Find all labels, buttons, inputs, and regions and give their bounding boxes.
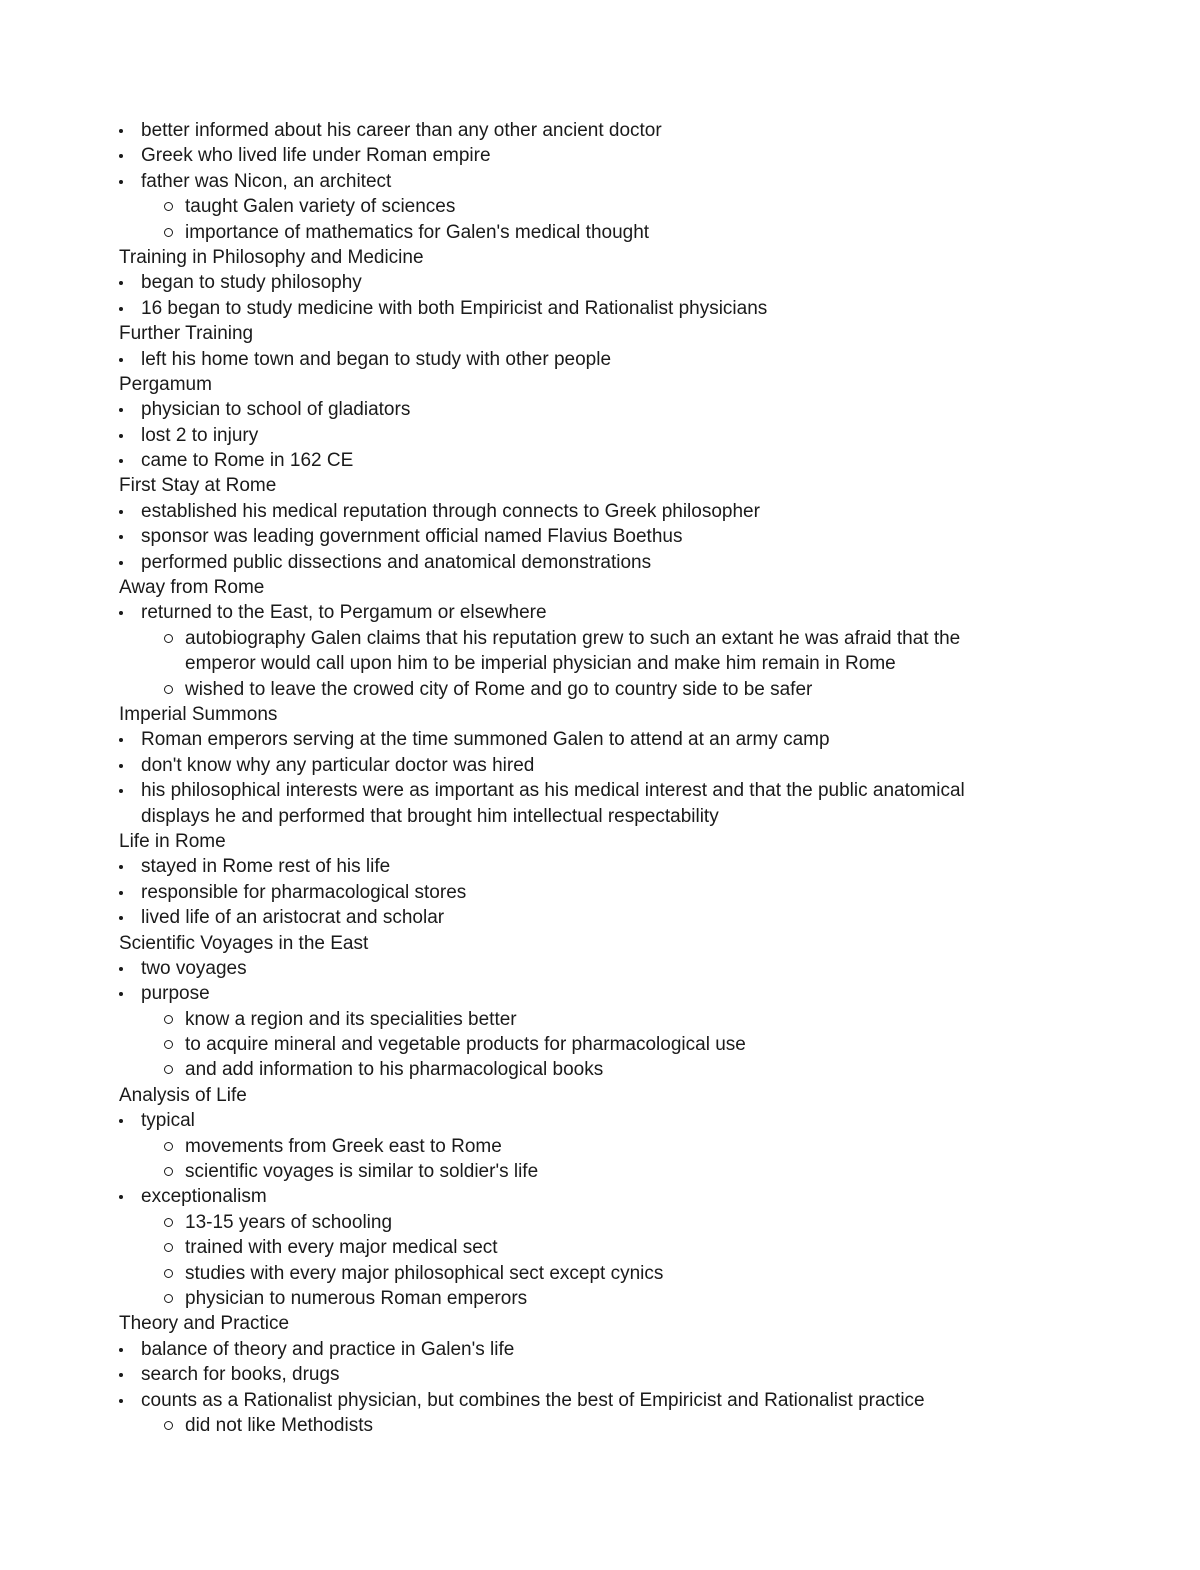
bullet-item bbox=[0, 397, 1200, 422]
line-text: performed public dissections and anatomical demonstrations bbox=[141, 551, 652, 573]
notes-body bbox=[0, 118, 1200, 1438]
section-heading bbox=[0, 245, 1200, 270]
sub-bullet-item bbox=[0, 1413, 1200, 1438]
bullet-dot-icon bbox=[119, 1399, 123, 1403]
line-text: lived life of an aristocrat and scholar bbox=[141, 907, 445, 929]
line-text: Away from Rome bbox=[119, 577, 265, 599]
bullet-dot-icon bbox=[119, 510, 123, 514]
hollow-circle-bullet-icon bbox=[164, 1167, 173, 1176]
section-heading bbox=[0, 575, 1200, 600]
bullet-item bbox=[0, 1337, 1200, 1362]
line-text: lost 2 to injury bbox=[141, 424, 259, 446]
sub-bullet-item bbox=[0, 626, 1200, 651]
line-text: stayed in Rome rest of his life bbox=[141, 856, 391, 878]
bullet-item bbox=[0, 1362, 1200, 1387]
continued-text-line bbox=[0, 651, 1200, 676]
section-heading bbox=[0, 321, 1200, 346]
bullet-dot-icon bbox=[119, 408, 123, 412]
section-heading bbox=[0, 931, 1200, 956]
section-heading bbox=[0, 473, 1200, 498]
hollow-circle-bullet-icon bbox=[164, 1065, 173, 1074]
bullet-item bbox=[0, 448, 1200, 473]
line-text: sponsor was leading government official named Flavius Boethus bbox=[141, 526, 683, 548]
hollow-circle-bullet-icon bbox=[164, 634, 173, 643]
line-text: First Stay at Rome bbox=[119, 475, 277, 497]
line-text: Further Training bbox=[119, 323, 254, 345]
line-text: better informed about his career than any other ancient doctor bbox=[141, 120, 662, 141]
line-text: responsible for pharmacological stores bbox=[141, 881, 467, 903]
line-text: Scientific Voyages in the East bbox=[119, 932, 369, 954]
bullet-item bbox=[0, 905, 1200, 930]
bullet-dot-icon bbox=[119, 916, 123, 920]
bullet-item bbox=[0, 143, 1200, 168]
bullet-dot-icon bbox=[119, 611, 123, 615]
line-text: studies with every major philosophical sect except cynics bbox=[185, 1262, 664, 1284]
line-text: 16 began to study medicine with both Empiricist and Rationalist physicians bbox=[141, 297, 768, 319]
sub-bullet-item bbox=[0, 1134, 1200, 1159]
bullet-dot-icon bbox=[119, 1119, 123, 1123]
sub-bullet-item bbox=[0, 1032, 1200, 1057]
line-text: to acquire mineral and vegetable products for pharmacological use bbox=[185, 1034, 746, 1056]
bullet-item bbox=[0, 169, 1200, 194]
bullet-item bbox=[0, 1388, 1200, 1413]
bullet-dot-icon bbox=[119, 434, 123, 438]
line-text: typical bbox=[141, 1110, 195, 1132]
section-heading bbox=[0, 829, 1200, 854]
line-text: Life in Rome bbox=[119, 830, 226, 852]
bullet-dot-icon bbox=[119, 561, 123, 565]
bullet-dot-icon bbox=[119, 459, 123, 463]
line-text: wished to leave the crowed city of Rome and go to country side to be safer bbox=[185, 678, 813, 700]
bullet-dot-icon bbox=[119, 738, 123, 742]
bullet-item bbox=[0, 118, 1200, 143]
line-text: physician to school of gladiators bbox=[141, 399, 411, 421]
hollow-circle-bullet-icon bbox=[164, 1040, 173, 1049]
line-text: autobiography Galen claims that his reputation grew to such an extant he was afraid that the bbox=[185, 627, 961, 649]
line-text: Greek who lived life under Roman empire bbox=[141, 145, 491, 167]
sub-bullet-item bbox=[0, 1057, 1200, 1082]
bullet-dot-icon bbox=[119, 1373, 123, 1377]
hollow-circle-bullet-icon bbox=[164, 1294, 173, 1303]
hollow-circle-bullet-icon bbox=[164, 1269, 173, 1278]
bullet-item bbox=[0, 854, 1200, 879]
line-text: balance of theory and practice in Galen's life bbox=[141, 1338, 515, 1360]
line-text: taught Galen variety of sciences bbox=[185, 196, 456, 218]
bullet-dot-icon bbox=[119, 358, 123, 362]
bullet-dot-icon bbox=[119, 789, 123, 793]
bullet-item bbox=[0, 727, 1200, 752]
line-text: Pergamum bbox=[119, 373, 212, 395]
hollow-circle-bullet-icon bbox=[164, 1243, 173, 1252]
line-text: scientific voyages is similar to soldier's life bbox=[185, 1161, 539, 1183]
line-text: trained with every major medical sect bbox=[185, 1237, 498, 1259]
section-heading bbox=[0, 1311, 1200, 1336]
hollow-circle-bullet-icon bbox=[164, 1218, 173, 1227]
bullet-item bbox=[0, 524, 1200, 549]
bullet-item bbox=[0, 270, 1200, 295]
bullet-item bbox=[0, 956, 1200, 981]
line-text: search for books, drugs bbox=[141, 1364, 340, 1386]
sub-bullet-item bbox=[0, 677, 1200, 702]
bullet-dot-icon bbox=[119, 180, 123, 184]
bullet-item bbox=[0, 1108, 1200, 1133]
hollow-circle-bullet-icon bbox=[164, 1421, 173, 1430]
section-heading bbox=[0, 372, 1200, 397]
sub-bullet-item bbox=[0, 1261, 1200, 1286]
line-text: don't know why any particular doctor was hired bbox=[141, 754, 535, 776]
bullet-dot-icon bbox=[119, 764, 123, 768]
bullet-item bbox=[0, 347, 1200, 372]
bullet-dot-icon bbox=[119, 891, 123, 895]
bullet-dot-icon bbox=[119, 307, 123, 311]
line-text: 13-15 years of schooling bbox=[185, 1211, 393, 1233]
line-text: his philosophical interests were as important as his medical interest and that the public anatomical bbox=[141, 780, 965, 802]
sub-bullet-item bbox=[0, 220, 1200, 245]
line-text: Imperial Summons bbox=[119, 703, 278, 725]
line-text: Roman emperors serving at the time summoned Galen to attend at an army camp bbox=[141, 729, 830, 751]
section-heading bbox=[0, 1083, 1200, 1108]
hollow-circle-bullet-icon bbox=[164, 228, 173, 237]
sub-bullet-item bbox=[0, 1159, 1200, 1184]
continued-text-line bbox=[0, 804, 1200, 829]
section-heading bbox=[0, 702, 1200, 727]
sub-bullet-item bbox=[0, 1286, 1200, 1311]
bullet-item bbox=[0, 499, 1200, 524]
line-text: purpose bbox=[141, 983, 210, 1005]
line-text: Analysis of Life bbox=[119, 1084, 247, 1106]
line-text: movements from Greek east to Rome bbox=[185, 1135, 502, 1157]
bullet-item bbox=[0, 778, 1200, 803]
bullet-dot-icon bbox=[119, 1348, 123, 1352]
bullet-dot-icon bbox=[119, 865, 123, 869]
line-text: established his medical reputation through connects to Greek philosopher bbox=[141, 500, 760, 522]
bullet-item bbox=[0, 296, 1200, 321]
line-text: two voyages bbox=[141, 957, 247, 979]
line-text: Theory and Practice bbox=[119, 1313, 290, 1335]
bullet-dot-icon bbox=[119, 535, 123, 539]
sub-bullet-item bbox=[0, 1007, 1200, 1032]
line-text: emperor would call upon him to be imperial physician and make him remain in Rome bbox=[185, 653, 896, 675]
bullet-item bbox=[0, 600, 1200, 625]
bullet-item bbox=[0, 550, 1200, 575]
line-text: Training in Philosophy and Medicine bbox=[119, 246, 424, 268]
bullet-dot-icon bbox=[119, 992, 123, 996]
sub-bullet-item bbox=[0, 194, 1200, 219]
line-text: did not like Methodists bbox=[185, 1414, 373, 1436]
line-text: left his home town and began to study with other people bbox=[141, 348, 612, 370]
bullet-item bbox=[0, 423, 1200, 448]
hollow-circle-bullet-icon bbox=[164, 685, 173, 694]
line-text: father was Nicon, an architect bbox=[141, 170, 392, 192]
hollow-circle-bullet-icon bbox=[164, 1015, 173, 1024]
sub-bullet-item bbox=[0, 1210, 1200, 1235]
line-text: physician to numerous Roman emperors bbox=[185, 1287, 528, 1309]
sub-bullet-item bbox=[0, 1235, 1200, 1260]
bullet-dot-icon bbox=[119, 154, 123, 158]
bullet-dot-icon bbox=[119, 129, 123, 133]
line-text: and add information to his pharmacological books bbox=[185, 1059, 604, 1081]
bullet-dot-icon bbox=[119, 967, 123, 971]
line-text: importance of mathematics for Galen's medical thought bbox=[185, 221, 650, 243]
hollow-circle-bullet-icon bbox=[164, 1142, 173, 1151]
hollow-circle-bullet-icon bbox=[164, 202, 173, 211]
line-text: know a region and its specialities better bbox=[185, 1008, 517, 1030]
line-text: exceptionalism bbox=[141, 1186, 267, 1208]
line-text: displays he and performed that brought him intellectual respectability bbox=[141, 805, 719, 827]
bullet-item bbox=[0, 981, 1200, 1006]
bullet-dot-icon bbox=[119, 1195, 123, 1199]
line-text: began to study philosophy bbox=[141, 272, 362, 294]
line-text: counts as a Rationalist physician, but combines the best of Empiricist and Rationalist practice bbox=[141, 1389, 925, 1411]
line-text: came to Rome in 162 CE bbox=[141, 450, 354, 472]
bullet-dot-icon bbox=[119, 281, 123, 285]
bullet-item bbox=[0, 1184, 1200, 1209]
bullet-item bbox=[0, 753, 1200, 778]
line-text: returned to the East, to Pergamum or elsewhere bbox=[141, 602, 547, 624]
bullet-item bbox=[0, 880, 1200, 905]
